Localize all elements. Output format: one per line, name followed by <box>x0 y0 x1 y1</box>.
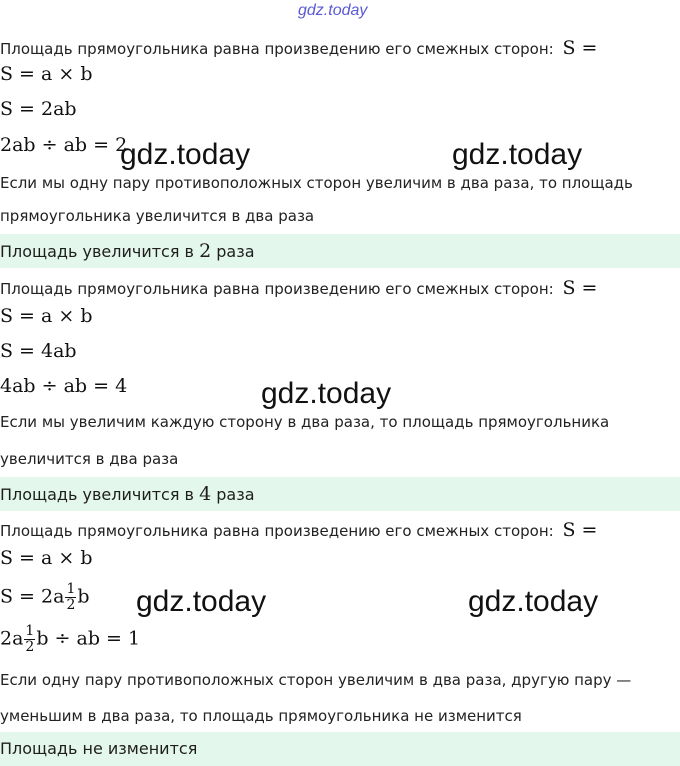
block3-formula-3: 2a $\frac{1}{2}$ b ÷ ab = 1 <box>0 623 141 655</box>
block2-intro: Площадь прямоугольника равна произведению его смежных сторон: S = <box>0 277 598 299</box>
block2-explain-2: увеличится в два раза <box>0 450 179 468</box>
block1-explain-2: прямоугольника увеличится в два раза <box>0 207 315 225</box>
block3-explain-2: уменьшим в два раза, то площадь прямоугольника не изменится <box>0 707 522 725</box>
block2-formula-1: S = a × b <box>0 305 93 327</box>
watermark-top: gdz.today <box>298 2 368 19</box>
watermark: gdz.today <box>136 585 267 618</box>
block2-explain-1: Если мы увеличим каждую сторону в два раза, то площадь прямоугольника <box>0 413 610 431</box>
block1-answer: Площадь увеличится в 2 раза <box>0 234 680 268</box>
block3-formula-2: S = 2a $\frac{1}{2}$ b <box>0 581 90 613</box>
fraction-half: $\frac{1}{2}$ <box>66 581 76 613</box>
block3-explain-1: Если одну пару противоположных сторон увеличим в два раза, другую пару — <box>0 671 632 689</box>
watermark: gdz.today <box>261 377 392 410</box>
block1-explain-1: Если мы одну пару противоположных сторон увеличим в два раза, то площадь <box>0 174 633 192</box>
block2-answer: Площадь увеличится в 4 раза <box>0 477 680 511</box>
watermark: gdz.today <box>452 138 583 171</box>
block2-formula-2: S = 4ab <box>0 340 77 362</box>
block1-formula-1: S = a × b <box>0 63 93 85</box>
watermark: gdz.today <box>468 585 599 618</box>
block3-intro: Площадь прямоугольника равна произведению его смежных сторон: S = <box>0 519 598 541</box>
block1-formula-3: 2ab ÷ ab = 2 <box>0 134 128 156</box>
block3-formula-1: S = a × b <box>0 547 93 569</box>
block2-formula-3: 4ab ÷ ab = 4 <box>0 375 128 397</box>
block1-formula-2: S = 2ab <box>0 98 77 120</box>
block1-intro: Площадь прямоугольника равна произведению его смежных сторон: S = <box>0 37 598 59</box>
block3-answer: Площадь не изменится <box>0 732 680 766</box>
fraction-half: $\frac{1}{2}$ <box>25 623 35 655</box>
watermark: gdz.today <box>120 138 251 171</box>
